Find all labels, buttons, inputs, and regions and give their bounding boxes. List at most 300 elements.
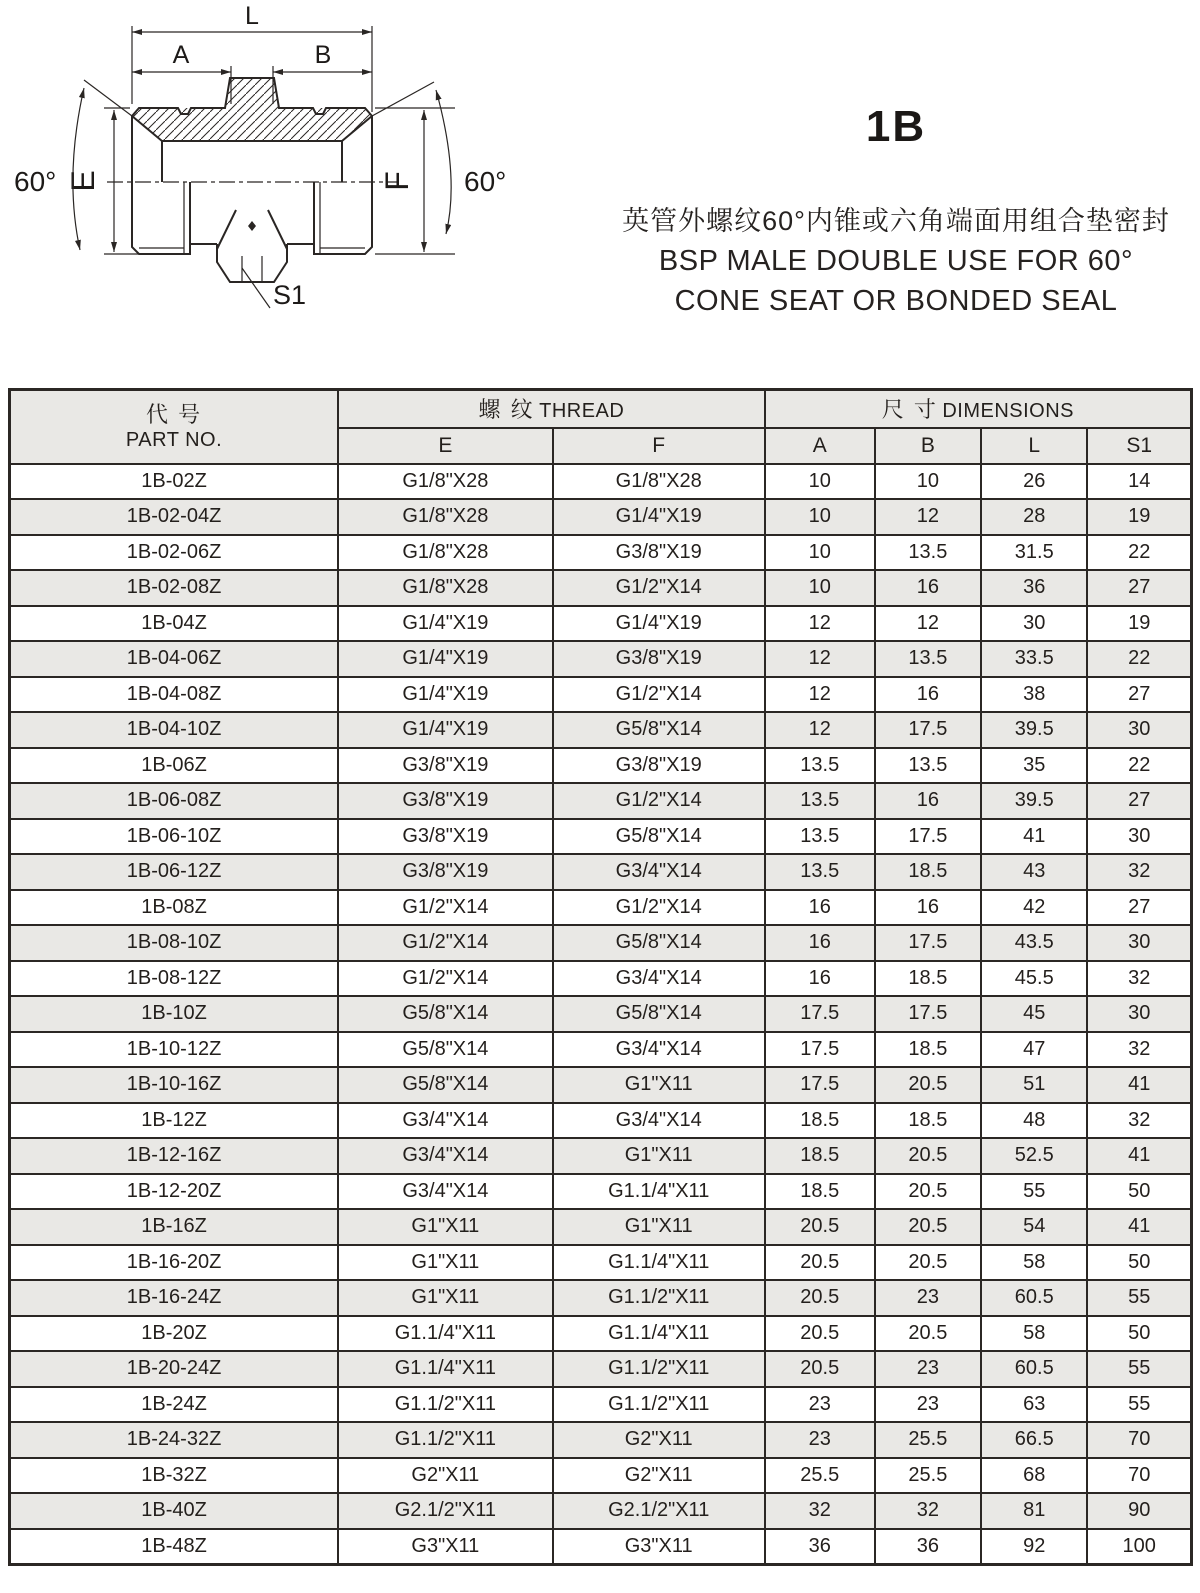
angle-callout-right — [372, 82, 506, 234]
cell-dim_b: 23 — [875, 1351, 981, 1387]
cell-dim_s1: 32 — [1087, 1103, 1191, 1139]
cell-dim_a: 16 — [765, 890, 875, 926]
cell-thread_e: G1/4"X19 — [338, 606, 553, 642]
subtitle-english-line2: CONE SEAT OR BONDED SEAL — [674, 285, 1118, 317]
left-thread-root — [139, 182, 184, 254]
cell-dim_a: 20.5 — [765, 1209, 875, 1245]
cell-dim_a: 16 — [765, 925, 875, 961]
right-thread-root — [320, 182, 365, 254]
subtitle-english-line1: BSP MALE DOUBLE USE FOR 60° — [658, 245, 1134, 277]
cell-dim_s1: 22 — [1087, 641, 1191, 677]
subtitle-chinese: 英管外螺纹60°内锥或六角端面用组合垫密封 — [622, 206, 1170, 236]
header-col-e: E — [338, 428, 553, 464]
table-row — [10, 464, 1192, 500]
cell-dim_s1: 70 — [1087, 1422, 1191, 1458]
cell-part_no: 1B-06Z — [10, 748, 339, 784]
cell-dim_s1: 41 — [1087, 1209, 1191, 1245]
cell-thread_f: G1.1/2"X11 — [553, 1351, 765, 1387]
cell-dim_l: 42 — [981, 890, 1087, 926]
cell-dim_b: 20.5 — [875, 1245, 981, 1281]
cell-dim_b: 13.5 — [875, 641, 981, 677]
dimension-b — [273, 41, 372, 104]
cell-dim_l: 26 — [981, 464, 1087, 500]
cell-thread_f: G3/4"X14 — [553, 961, 765, 997]
hex-center-mark — [248, 221, 256, 231]
cell-dim_s1: 50 — [1087, 1174, 1191, 1210]
dimension-f — [375, 108, 455, 254]
cell-dim_a: 17.5 — [765, 996, 875, 1032]
table-row — [10, 1351, 1192, 1387]
header-dimensions-cn: 尺 寸 — [881, 397, 938, 423]
header-col-f: F — [553, 428, 765, 464]
dim-label-b: B — [314, 41, 332, 69]
cell-dim_l: 35 — [981, 748, 1087, 784]
cell-thread_f: G3"X11 — [553, 1529, 765, 1565]
cell-dim_l: 41 — [981, 819, 1087, 855]
angle-label-right: 60° — [464, 166, 507, 197]
cell-thread_e: G3/4"X14 — [338, 1138, 553, 1174]
cell-dim_l: 36 — [981, 570, 1087, 606]
cell-dim_l: 92 — [981, 1529, 1087, 1565]
header-col-b: B — [875, 428, 981, 464]
table-row — [10, 499, 1192, 535]
cell-part_no: 1B-04-08Z — [10, 677, 339, 713]
table-row — [10, 1067, 1192, 1103]
cell-dim_a: 12 — [765, 606, 875, 642]
cell-part_no: 1B-48Z — [10, 1529, 339, 1565]
cell-part_no: 1B-24-32Z — [10, 1422, 339, 1458]
cell-dim_l: 58 — [981, 1245, 1087, 1281]
cell-dim_b: 17.5 — [875, 712, 981, 748]
cell-part_no: 1B-06-10Z — [10, 819, 339, 855]
table-row — [10, 641, 1192, 677]
title-block — [600, 102, 1192, 318]
cell-dim_l: 54 — [981, 1209, 1087, 1245]
cell-dim_a: 10 — [765, 535, 875, 571]
cell-thread_e: G1"X11 — [338, 1209, 553, 1245]
cell-dim_b: 20.5 — [875, 1316, 981, 1352]
cell-dim_s1: 41 — [1087, 1067, 1191, 1103]
cell-dim_s1: 30 — [1087, 712, 1191, 748]
cell-thread_e: G1/2"X14 — [338, 890, 553, 926]
cell-dim_s1: 90 — [1087, 1493, 1191, 1529]
cell-dim_b: 16 — [875, 783, 981, 819]
cross-section-hatch-fill — [132, 78, 372, 141]
cell-thread_e: G5/8"X14 — [338, 1067, 553, 1103]
angle-left-arc — [73, 88, 84, 250]
cell-part_no: 1B-08-12Z — [10, 961, 339, 997]
cell-thread_e: G1"X11 — [338, 1280, 553, 1316]
table-row — [10, 890, 1192, 926]
cell-dim_b: 18.5 — [875, 961, 981, 997]
table-row — [10, 1280, 1192, 1316]
cell-dim_b: 18.5 — [875, 1103, 981, 1139]
cell-part_no: 1B-04-10Z — [10, 712, 339, 748]
cell-dim_b: 23 — [875, 1387, 981, 1423]
cell-dim_l: 48 — [981, 1103, 1087, 1139]
table-row — [10, 606, 1192, 642]
cell-dim_l: 60.5 — [981, 1280, 1087, 1316]
fitting-body-section — [107, 78, 397, 282]
cell-dim_a: 20.5 — [765, 1280, 875, 1316]
cell-part_no: 1B-08-10Z — [10, 925, 339, 961]
cell-thread_f: G1.1/2"X11 — [553, 1280, 765, 1316]
cell-dim_a: 17.5 — [765, 1067, 875, 1103]
cell-thread_e: G5/8"X14 — [338, 1032, 553, 1068]
header-col-a: A — [765, 428, 875, 464]
cell-dim_b: 20.5 — [875, 1067, 981, 1103]
cell-part_no: 1B-10-16Z — [10, 1067, 339, 1103]
cell-thread_f: G5/8"X14 — [553, 819, 765, 855]
cell-dim_b: 20.5 — [875, 1209, 981, 1245]
cell-part_no: 1B-32Z — [10, 1458, 339, 1494]
cell-dim_s1: 30 — [1087, 819, 1191, 855]
cell-part_no: 1B-08Z — [10, 890, 339, 926]
cell-thread_f: G1/2"X14 — [553, 677, 765, 713]
table-row — [10, 677, 1192, 713]
cell-dim_a: 20.5 — [765, 1351, 875, 1387]
cell-dim_b: 32 — [875, 1493, 981, 1529]
cell-dim_l: 43 — [981, 854, 1087, 890]
cell-dim_a: 12 — [765, 677, 875, 713]
header-part-no — [10, 390, 339, 464]
cell-dim_l: 66.5 — [981, 1422, 1087, 1458]
cell-dim_s1: 55 — [1087, 1351, 1191, 1387]
cell-dim_l: 51 — [981, 1067, 1087, 1103]
cell-dim_l: 58 — [981, 1316, 1087, 1352]
cell-thread_f: G1.1/4"X11 — [553, 1245, 765, 1281]
cell-dim_s1: 27 — [1087, 677, 1191, 713]
cell-part_no: 1B-16-24Z — [10, 1280, 339, 1316]
table-row — [10, 819, 1192, 855]
cell-dim_a: 36 — [765, 1529, 875, 1565]
cell-part_no: 1B-12-20Z — [10, 1174, 339, 1210]
cell-part_no: 1B-10Z — [10, 996, 339, 1032]
table-row — [10, 854, 1192, 890]
cell-thread_e: G1"X11 — [338, 1245, 553, 1281]
cell-thread_f: G5/8"X14 — [553, 996, 765, 1032]
parts-table-head — [10, 390, 1192, 464]
cell-thread_f: G1/2"X14 — [553, 783, 765, 819]
cell-dim_b: 20.5 — [875, 1138, 981, 1174]
cell-dim_l: 31.5 — [981, 535, 1087, 571]
cell-thread_e: G3/4"X14 — [338, 1174, 553, 1210]
header-part-no-en: PART NO. — [125, 429, 223, 451]
cell-thread_e: G5/8"X14 — [338, 996, 553, 1032]
dim-label-l: L — [245, 4, 259, 30]
cell-dim_b: 16 — [875, 890, 981, 926]
table-row — [10, 712, 1192, 748]
cell-dim_a: 13.5 — [765, 854, 875, 890]
cell-dim_b: 18.5 — [875, 854, 981, 890]
cell-dim_a: 13.5 — [765, 819, 875, 855]
dim-label-e: E — [65, 170, 101, 192]
cell-thread_f: G1/4"X19 — [553, 606, 765, 642]
table-row — [10, 1493, 1192, 1529]
cell-thread_e: G3/8"X19 — [338, 854, 553, 890]
hex-body — [217, 244, 287, 282]
table-row — [10, 961, 1192, 997]
cell-dim_l: 52.5 — [981, 1138, 1087, 1174]
cell-thread_e: G1/2"X14 — [338, 925, 553, 961]
cell-dim_b: 25.5 — [875, 1422, 981, 1458]
cell-dim_s1: 22 — [1087, 748, 1191, 784]
cell-dim_s1: 100 — [1087, 1529, 1191, 1565]
cell-dim_s1: 70 — [1087, 1458, 1191, 1494]
cell-part_no: 1B-04-06Z — [10, 641, 339, 677]
cell-dim_a: 20.5 — [765, 1316, 875, 1352]
header-col-l: L — [981, 428, 1087, 464]
cell-thread_e: G1.1/2"X11 — [338, 1422, 553, 1458]
table-row — [10, 996, 1192, 1032]
cell-dim_s1: 27 — [1087, 570, 1191, 606]
cell-part_no: 1B-16-20Z — [10, 1245, 339, 1281]
cell-dim_a: 10 — [765, 499, 875, 535]
cell-thread_f: G3/4"X14 — [553, 854, 765, 890]
cell-dim_s1: 55 — [1087, 1387, 1191, 1423]
cell-dim_s1: 30 — [1087, 996, 1191, 1032]
cell-thread_f: G5/8"X14 — [553, 712, 765, 748]
cell-thread_e: G1.1/4"X11 — [338, 1351, 553, 1387]
cell-part_no: 1B-24Z — [10, 1387, 339, 1423]
header-thread-en: THREAD — [539, 400, 625, 423]
cell-thread_e: G3/4"X14 — [338, 1103, 553, 1139]
s1-leader-line — [242, 268, 270, 308]
cell-thread_f: G3/8"X19 — [553, 641, 765, 677]
cell-dim_b: 10 — [875, 464, 981, 500]
table-row — [10, 1422, 1192, 1458]
table-row — [10, 535, 1192, 571]
cell-thread_e: G1/8"X28 — [338, 499, 553, 535]
cell-part_no: 1B-12-16Z — [10, 1138, 339, 1174]
cell-thread_e: G1/2"X14 — [338, 961, 553, 997]
header-thread-group — [338, 390, 765, 428]
cell-dim_s1: 19 — [1087, 499, 1191, 535]
cell-dim_l: 47 — [981, 1032, 1087, 1068]
cell-thread_f: G1/2"X14 — [553, 570, 765, 606]
cell-thread_e: G1/4"X19 — [338, 641, 553, 677]
cell-dim_l: 63 — [981, 1387, 1087, 1423]
cell-dim_l: 68 — [981, 1458, 1087, 1494]
cell-thread_f: G1/2"X14 — [553, 890, 765, 926]
cell-dim_s1: 22 — [1087, 535, 1191, 571]
cell-dim_l: 43.5 — [981, 925, 1087, 961]
cell-dim_b: 36 — [875, 1529, 981, 1565]
cell-thread_e: G3/8"X19 — [338, 819, 553, 855]
dim-label-f: F — [379, 171, 415, 191]
table-row — [10, 1316, 1192, 1352]
cell-thread_f: G1/4"X19 — [553, 499, 765, 535]
header-col-s1: S1 — [1087, 428, 1191, 464]
cell-dim_b: 18.5 — [875, 1032, 981, 1068]
cell-part_no: 1B-02-08Z — [10, 570, 339, 606]
cell-dim_a: 10 — [765, 570, 875, 606]
cell-thread_e: G1/4"X19 — [338, 677, 553, 713]
dimension-a — [132, 41, 231, 104]
cell-dim_a: 20.5 — [765, 1245, 875, 1281]
s1-callout — [242, 268, 306, 310]
header-dimensions-en: DIMENSIONS — [942, 400, 1075, 423]
cell-thread_f: G2"X11 — [553, 1458, 765, 1494]
cell-dim_a: 23 — [765, 1422, 875, 1458]
cell-part_no: 1B-04Z — [10, 606, 339, 642]
table-row — [10, 570, 1192, 606]
cell-thread_f: G3/8"X19 — [553, 535, 765, 571]
cell-thread_f: G5/8"X14 — [553, 925, 765, 961]
table-row — [10, 1529, 1192, 1565]
table-row — [10, 1458, 1192, 1494]
dim-label-s1: S1 — [273, 280, 307, 310]
cell-dim_l: 39.5 — [981, 783, 1087, 819]
cell-dim_s1: 55 — [1087, 1280, 1191, 1316]
cell-dim_b: 16 — [875, 677, 981, 713]
cell-dim_a: 13.5 — [765, 783, 875, 819]
cell-thread_e: G1/4"X19 — [338, 712, 553, 748]
cell-dim_l: 30 — [981, 606, 1087, 642]
header-thread-cn: 螺 纹 — [478, 397, 535, 423]
cell-thread_e: G2.1/2"X11 — [338, 1493, 553, 1529]
cell-thread_e: G3"X11 — [338, 1529, 553, 1565]
cell-dim_l: 45.5 — [981, 961, 1087, 997]
cell-dim_b: 25.5 — [875, 1458, 981, 1494]
cell-part_no: 1B-06-12Z — [10, 854, 339, 890]
cell-dim_l: 55 — [981, 1174, 1087, 1210]
header-part-no-cn: 代 号 — [145, 401, 203, 427]
cone-base-edges — [162, 141, 342, 182]
model-code: 1B — [865, 102, 927, 151]
cell-dim_l: 33.5 — [981, 641, 1087, 677]
cell-dim_a: 13.5 — [765, 748, 875, 784]
right-thread — [314, 182, 372, 254]
cell-dim_a: 12 — [765, 641, 875, 677]
left-thread — [132, 182, 190, 254]
parts-table — [8, 388, 1193, 1566]
cell-dim_a: 18.5 — [765, 1138, 875, 1174]
cell-dim_b: 17.5 — [875, 925, 981, 961]
cell-thread_e: G1.1/4"X11 — [338, 1316, 553, 1352]
header-dimensions-group — [765, 390, 1192, 428]
fitting-technical-drawing — [12, 4, 552, 340]
cell-dim_b: 16 — [875, 570, 981, 606]
cell-dim_s1: 30 — [1087, 925, 1191, 961]
cell-dim_a: 18.5 — [765, 1174, 875, 1210]
cell-dim_s1: 19 — [1087, 606, 1191, 642]
cell-thread_f: G1.1/4"X11 — [553, 1174, 765, 1210]
angle-right-reference-line — [372, 82, 434, 116]
cell-dim_a: 23 — [765, 1387, 875, 1423]
table-row — [10, 1138, 1192, 1174]
cell-dim_l: 60.5 — [981, 1351, 1087, 1387]
cell-dim_l: 39.5 — [981, 712, 1087, 748]
cell-dim_l: 28 — [981, 499, 1087, 535]
cell-dim_b: 13.5 — [875, 535, 981, 571]
cell-part_no: 1B-20-24Z — [10, 1351, 339, 1387]
cell-dim_a: 10 — [765, 464, 875, 500]
table-row — [10, 1209, 1192, 1245]
cell-dim_b: 17.5 — [875, 996, 981, 1032]
cell-part_no: 1B-02-06Z — [10, 535, 339, 571]
cell-thread_f: G3/4"X14 — [553, 1032, 765, 1068]
table-header-row-groups — [10, 390, 1192, 428]
table-row — [10, 748, 1192, 784]
cell-thread_f: G1"X11 — [553, 1209, 765, 1245]
cell-dim_s1: 32 — [1087, 961, 1191, 997]
table-row — [10, 1174, 1192, 1210]
cell-dim_a: 25.5 — [765, 1458, 875, 1494]
cell-dim_b: 17.5 — [875, 819, 981, 855]
cell-thread_f: G3/4"X14 — [553, 1103, 765, 1139]
cell-thread_f: G3/8"X19 — [553, 748, 765, 784]
cell-dim_a: 16 — [765, 961, 875, 997]
cell-thread_e: G2"X11 — [338, 1458, 553, 1494]
cell-thread_f: G1"X11 — [553, 1067, 765, 1103]
cell-dim_s1: 27 — [1087, 783, 1191, 819]
cell-part_no: 1B-16Z — [10, 1209, 339, 1245]
cell-dim_s1: 14 — [1087, 464, 1191, 500]
cell-thread_e: G3/8"X19 — [338, 783, 553, 819]
hex-face-edges — [242, 256, 262, 282]
cell-dim_s1: 41 — [1087, 1138, 1191, 1174]
cell-part_no: 1B-40Z — [10, 1493, 339, 1529]
cell-thread_f: G1"X11 — [553, 1138, 765, 1174]
cell-part_no: 1B-02Z — [10, 464, 339, 500]
cell-part_no: 1B-02-04Z — [10, 499, 339, 535]
cell-part_no: 1B-10-12Z — [10, 1032, 339, 1068]
cell-thread_e: G1/8"X28 — [338, 570, 553, 606]
cell-dim_b: 20.5 — [875, 1174, 981, 1210]
cell-dim_a: 32 — [765, 1493, 875, 1529]
dim-label-a: A — [172, 41, 190, 69]
cell-thread_e: G1/8"X28 — [338, 464, 553, 500]
cell-dim_b: 13.5 — [875, 748, 981, 784]
cell-dim_s1: 50 — [1087, 1316, 1191, 1352]
cell-part_no: 1B-06-08Z — [10, 783, 339, 819]
cell-thread_f: G1.1/4"X11 — [553, 1316, 765, 1352]
cell-dim_s1: 32 — [1087, 854, 1191, 890]
dim-e-extensions — [104, 108, 152, 254]
table-row — [10, 1032, 1192, 1068]
cell-dim_a: 12 — [765, 712, 875, 748]
cell-dim_b: 12 — [875, 499, 981, 535]
cell-part_no: 1B-20Z — [10, 1316, 339, 1352]
table-row — [10, 1103, 1192, 1139]
cell-thread_e: G1.1/2"X11 — [338, 1387, 553, 1423]
parts-table-body — [10, 464, 1192, 1565]
cell-dim_a: 18.5 — [765, 1103, 875, 1139]
cell-dim_b: 12 — [875, 606, 981, 642]
table-row — [10, 925, 1192, 961]
table-row — [10, 783, 1192, 819]
cell-thread_f: G1.1/2"X11 — [553, 1387, 765, 1423]
table-row — [10, 1387, 1192, 1423]
cell-dim_l: 81 — [981, 1493, 1087, 1529]
cell-dim_s1: 50 — [1087, 1245, 1191, 1281]
cell-thread_f: G1/8"X28 — [553, 464, 765, 500]
cell-thread_f: G2"X11 — [553, 1422, 765, 1458]
cell-thread_e: G3/8"X19 — [338, 748, 553, 784]
cell-dim_l: 38 — [981, 677, 1087, 713]
cell-dim_s1: 27 — [1087, 890, 1191, 926]
cell-thread_e: G1/8"X28 — [338, 535, 553, 571]
cell-dim_a: 17.5 — [765, 1032, 875, 1068]
table-row — [10, 1245, 1192, 1281]
cell-thread_f: G2.1/2"X11 — [553, 1493, 765, 1529]
angle-label-left: 60° — [14, 166, 57, 197]
cell-dim_b: 23 — [875, 1280, 981, 1316]
angle-left-reference-line — [84, 80, 132, 116]
angle-right-arc — [436, 90, 451, 234]
cell-dim_s1: 32 — [1087, 1032, 1191, 1068]
